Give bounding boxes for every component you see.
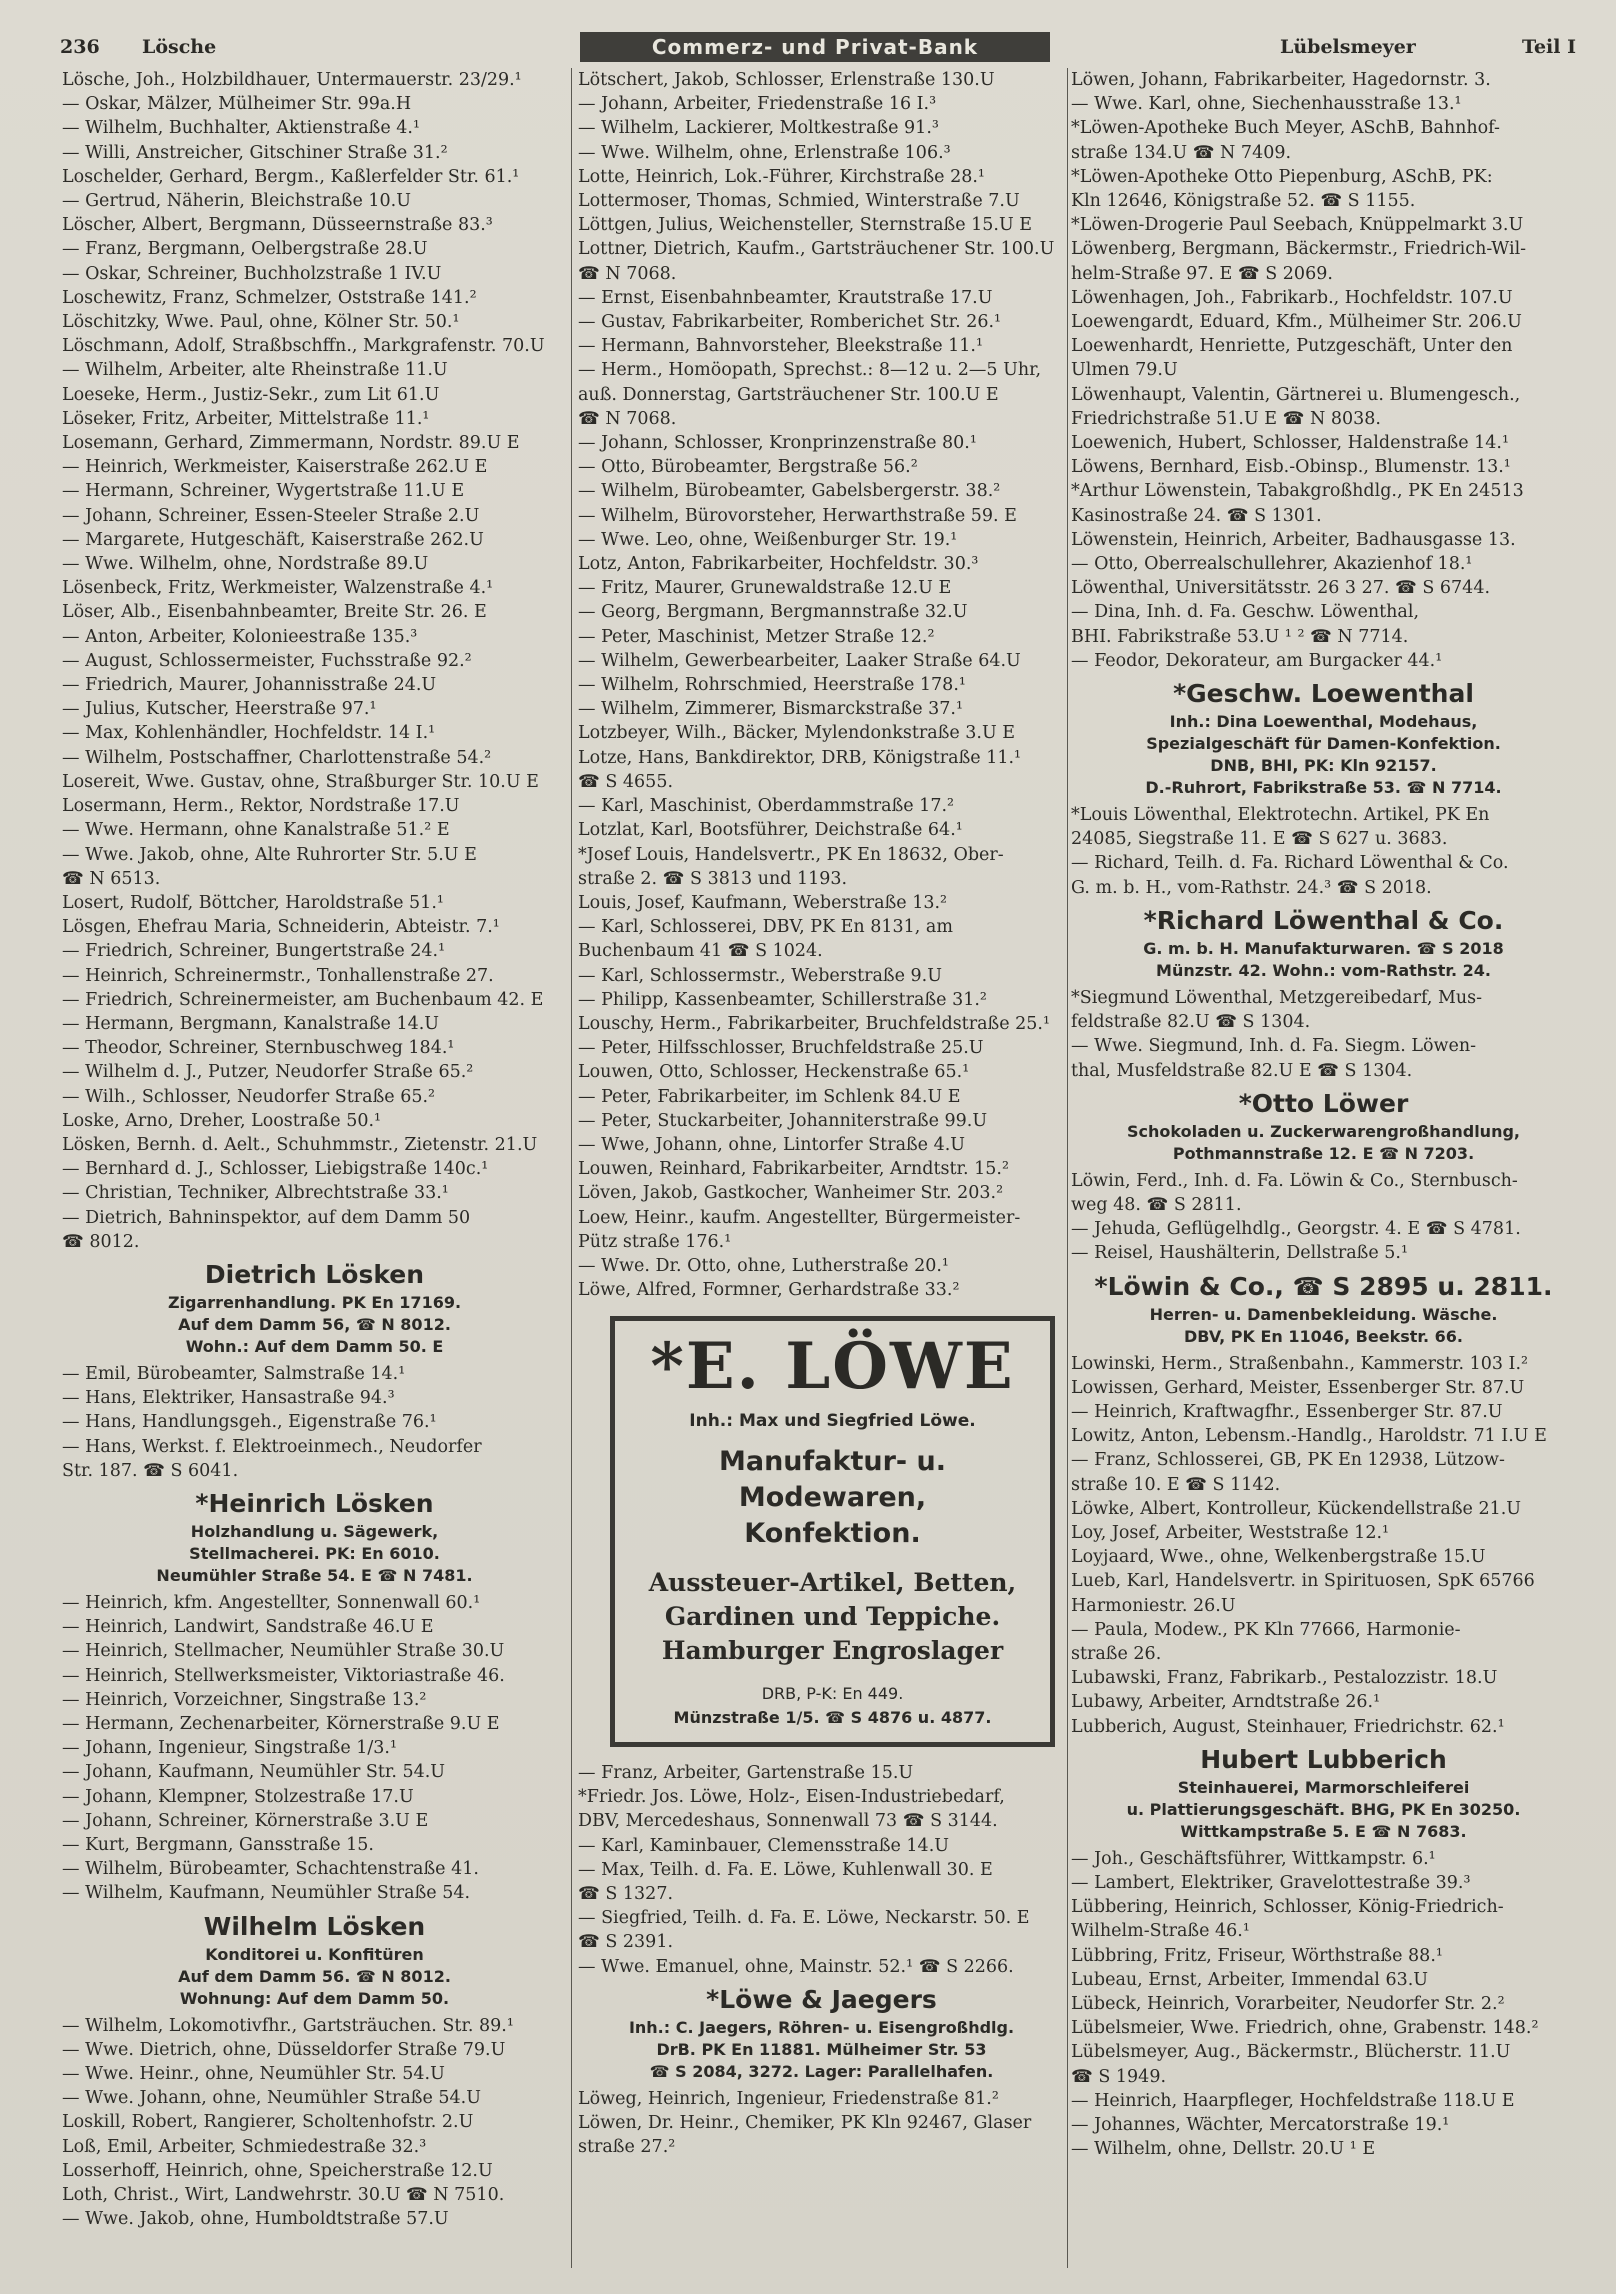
ad-name: *Löwin & Co., ☎ S 2895 u. 2811. xyxy=(1094,1271,1553,1301)
directory-entry: — Wilhelm, Kaufmann, Neumühler Straße 54. xyxy=(62,1883,471,1904)
directory-entry: — Johann, Klempner, Stolzestraße 17.U xyxy=(62,1786,414,1807)
directory-entry: — Peter, Hilfsschlosser, Bruchfeldstraße 25.U xyxy=(578,1038,984,1059)
directory-entry: Losemann, Gerhard, Zimmermann, Nordstr. 89.U E xyxy=(62,433,520,454)
directory-entry: Lübbring, Fritz, Friseur, Wörthstraße 88.¹ xyxy=(1071,1945,1443,1966)
directory-entry: Lösenbeck, Fritz, Werkmeister, Walzenstraße 4.¹ xyxy=(62,578,494,599)
directory-entry: — Wilhelm, Lokomotivfhr., Gartsträuchen. Str. 89.¹ xyxy=(62,2015,514,2036)
directory-entry: — Willi, Anstreicher, Gitschiner Straße 31.² xyxy=(62,142,448,163)
directory-entry: — Hermann, Bergmann, Kanalstraße 14.U xyxy=(62,1013,440,1034)
ad-line: Stellmacherei. PK: En 6010. xyxy=(189,1543,440,1563)
directory-entry: *Louis Löwenthal, Elektrotechn. Artikel, PK En xyxy=(1071,805,1490,826)
directory-entry: — Max, Teilh. d. Fa. E. Löwe, Kuhlenwall 30. E xyxy=(578,1859,993,1880)
ad-geschw-loewenthal xyxy=(1071,677,1576,799)
directory-entry: Lotze, Hans, Bankdirektor, DRB, Königstraße 11.¹ xyxy=(578,747,1022,768)
directory-entry: ☎ N 6513. xyxy=(62,868,161,889)
directory-entry: — Johann, Kaufmann, Neumühler Str. 54.U xyxy=(62,1762,446,1783)
directory-entry: — Wwe. Leo, ohne, Weißenburger Str. 19.¹ xyxy=(578,529,958,550)
ad-line: ☎ S 2084, 3272. Lager: Parallelhafen. xyxy=(649,2061,994,2081)
ad-line: Auf dem Damm 56, ☎ N 8012. xyxy=(178,1314,451,1334)
directory-entry: Löwenstein, Heinrich, Arbeiter, Badhausgasse 13. xyxy=(1071,529,1516,550)
directory-entry: — Julius, Kutscher, Heerstraße 97.¹ xyxy=(62,699,377,720)
directory-entry: Löseker, Fritz, Arbeiter, Mittelstraße 11.¹ xyxy=(62,408,430,429)
ad-line: Holzhandlung u. Sägewerk, xyxy=(190,1521,439,1541)
directory-entry: Löwenhaupt, Valentin, Gärtnerei u. Blumengesch., xyxy=(1071,384,1521,405)
ad-name: Dietrich Lösken xyxy=(204,1259,425,1289)
directory-entry: — Heinrich, Werkmeister, Kaiserstraße 262.U E xyxy=(62,457,488,478)
ad-line: Zigarrenhandlung. PK En 17169. xyxy=(167,1292,462,1312)
ad-loewe-jaegers xyxy=(578,1983,1065,2083)
directory-entry: Loewenhardt, Henriette, Putzgeschäft, Unter den xyxy=(1071,336,1513,357)
directory-entry: — Anton, Arbeiter, Kolonieestraße 135.³ xyxy=(62,626,418,647)
ad-line: Neumühler Straße 54. E ☎ N 7481. xyxy=(156,1565,473,1585)
directory-entry: ☎ N 7068. xyxy=(578,263,677,284)
entry-list xyxy=(62,68,567,1254)
directory-entry: *Löwen-Apotheke Otto Piepenburg, ASchB, PK: xyxy=(1071,166,1493,187)
directory-entry: — Wilhelm, Lackierer, Moltkestraße 91.³ xyxy=(578,118,939,139)
directory-entry: Lösgen, Ehefrau Maria, Schneiderin, Abteistr. 7.¹ xyxy=(62,917,500,938)
directory-entry: — Wwe. Wilhelm, ohne, Nordstraße 89.U xyxy=(62,554,429,575)
directory-entry: — Theodor, Schreiner, Sternbuschweg 184.¹ xyxy=(62,1038,455,1059)
directory-entry: — Wwe. Jakob, ohne, Humboldtstraße 57.U xyxy=(62,2209,449,2230)
directory-entry: Louwen, Reinhard, Fabrikarbeiter, Arndtstr. 15.² xyxy=(578,1159,1009,1180)
entry-list xyxy=(62,1362,567,1483)
directory-entry: — Wwe, Johann, ohne, Lintorfer Straße 4.U xyxy=(578,1134,966,1155)
directory-entry: Löwen, Johann, Fabrikarbeiter, Hagedornstr. 3. xyxy=(1071,70,1491,90)
directory-entry: — Franz, Schlosserei, GB, PK En 12938, Lützow- xyxy=(1071,1450,1505,1471)
directory-entry: ☎ 8012. xyxy=(62,1231,140,1252)
directory-entry: Lübeck, Heinrich, Vorarbeiter, Neudorfer Str. 2.² xyxy=(1071,1993,1505,2014)
directory-entry: — Hans, Elektriker, Hansastraße 94.³ xyxy=(62,1388,395,1409)
directory-entry: Louschy, Herm., Fabrikarbeiter, Bruchfeldstraße 25.¹ xyxy=(578,1013,1050,1034)
directory-entry: ☎ S 2391. xyxy=(578,1932,674,1953)
directory-entry: — Johann, Schreiner, Essen-Steeler Straße 2.U xyxy=(62,505,480,526)
directory-entry: Löschitzky, Wwe. Paul, ohne, Kölner Str. 50.¹ xyxy=(62,312,460,333)
ad-line: Auf dem Damm 56. ☎ N 8012. xyxy=(178,1966,451,1986)
directory-entry: Harmoniestr. 26.U xyxy=(1071,1595,1236,1616)
directory-entry: Kln 12646, Königstraße 52. ☎ S 1155. xyxy=(1071,191,1416,212)
ad-name: *Löwe & Jaegers xyxy=(706,1984,937,2014)
directory-entry: DBV, Mercedeshaus, Sonnenwall 73 ☎ S 3144. xyxy=(578,1811,998,1832)
directory-entry: Losert, Rudolf, Böttcher, Haroldstraße 51.¹ xyxy=(62,892,444,913)
directory-entry: Lubberich, August, Steinhauer, Friedrichstr. 62.¹ xyxy=(1071,1716,1505,1737)
directory-entry: — Georg, Bergmann, Bergmannstraße 32.U xyxy=(578,602,968,623)
ad-line: Wittkampstraße 5. E ☎ N 7683. xyxy=(1180,1821,1467,1841)
directory-entry: Lotte, Heinrich, Lok.-Führer, Kirchstraße 28.¹ xyxy=(578,166,985,187)
directory-entry: auß. Donnerstag, Gartsträuchener Str. 100.U E xyxy=(578,384,999,405)
directory-entry: — Dietrich, Bahninspektor, auf dem Damm 50 xyxy=(62,1207,471,1228)
directory-entry: Loske, Arno, Dreher, Loostraße 50.¹ xyxy=(62,1110,382,1131)
directory-entry: — Wwe. Wilhelm, ohne, Erlenstraße 106.³ xyxy=(578,142,951,163)
directory-entry: — Fritz, Maurer, Grunewaldstraße 12.U E xyxy=(578,578,952,599)
directory-entry: Lübelsmeier, Wwe. Friedrich, ohne, Grabenstr. 148.² xyxy=(1071,2018,1539,2039)
ad-line: Inh.: Dina Loewenthal, Modehaus, xyxy=(1169,712,1478,732)
directory-entry: Ulmen 79.U xyxy=(1071,360,1178,381)
entry-list xyxy=(62,1591,567,1906)
directory-entry: ☎ S 4655. xyxy=(578,771,674,792)
directory-entry: — Karl, Schlossermstr., Weberstraße 9.U xyxy=(578,965,942,986)
ad-name: Wilhelm Lösken xyxy=(203,1911,426,1941)
directory-entry: — Richard, Teilh. d. Fa. Richard Löwenthal & Co. xyxy=(1071,853,1509,874)
directory-entry: Loy, Josef, Arbeiter, Weststraße 12.¹ xyxy=(1071,1522,1390,1543)
directory-entry: Losserhoff, Heinrich, ohne, Speicherstraße 12.U xyxy=(62,2160,493,2181)
column-divider xyxy=(571,68,572,2268)
directory-entry: ☎ S 1949. xyxy=(1071,2066,1167,2087)
directory-entry: Lowitz, Anton, Lebensm.-Handlg., Haroldstr. 71 I.U E xyxy=(1071,1426,1547,1447)
ad-line: DRB, P-K: En 449. xyxy=(761,1683,904,1703)
directory-entry: — Heinrich, Kraftwagfhr., Essenberger Str. 87.U xyxy=(1071,1401,1503,1422)
directory-entry: — Heinrich, Landwirt, Sandstraße 46.U E xyxy=(62,1617,434,1638)
entry-list xyxy=(1071,1352,1576,1739)
directory-entry: — Wilhelm, Bürobeamter, Schachtenstraße 41. xyxy=(62,1859,479,1880)
directory-entry: — Wwe. Johann, ohne, Neumühler Straße 54.U xyxy=(62,2088,481,2109)
ad-line: G. m. b. H. Manufakturwaren. ☎ S 2018 xyxy=(1143,938,1504,958)
ad-name: *Richard Löwenthal & Co. xyxy=(1143,905,1504,935)
bank-banner: Commerz- und Privat-Bank xyxy=(580,32,1050,62)
directory-entry: *Löwen-Drogerie Paul Seebach, Knüppelmarkt 3.U xyxy=(1071,215,1524,236)
directory-entry: Pütz straße 176.¹ xyxy=(578,1231,732,1252)
directory-entry: — Hermann, Schreiner, Wygertstraße 11.U E xyxy=(62,481,465,502)
ad-line: Gardinen und Teppiche. xyxy=(664,1601,1001,1631)
directory-entry: Lottner, Dietrich, Kaufm., Gartsträuchener Str. 100.U xyxy=(578,239,1055,260)
ad-loewin-co xyxy=(1071,1270,1576,1348)
header-part: Teil I xyxy=(1522,36,1576,58)
directory-entry: Loß, Emil, Arbeiter, Schmiedestraße 32.³ xyxy=(62,2136,427,2157)
directory-entry: *Josef Louis, Handelsvertr., PK En 18632, Ober- xyxy=(578,844,1004,865)
directory-entry: Löscher, Albert, Bergmann, Düsseernstraße 83.³ xyxy=(62,215,493,236)
directory-entry: Löweg, Heinrich, Ingenieur, Friedenstraße 81.² xyxy=(578,2088,999,2109)
directory-entry: — Peter, Fabrikarbeiter, im Schlenk 84.U E xyxy=(578,1086,961,1107)
directory-entry: — Max, Kohlenhändler, Hochfeldstr. 14 I.¹ xyxy=(62,723,436,744)
directory-entry: — Karl, Maschinist, Oberdammstraße 17.² xyxy=(578,796,955,817)
ad-title: *E. LÖWE xyxy=(650,1329,1015,1405)
ad-name: *Geschw. Loewenthal xyxy=(1173,679,1474,709)
directory-entry: straße 2. ☎ S 3813 und 1193. xyxy=(578,868,848,889)
directory-entry: Wilhelm-Straße 46.¹ xyxy=(1071,1921,1250,1942)
ad-line: Münzstr. 42. Wohn.: vom-Rathstr. 24. xyxy=(1156,960,1491,980)
ad-name: Hubert Lubberich xyxy=(1200,1744,1447,1774)
directory-entry: — Hans, Handlungsgeh., Eigenstraße 76.¹ xyxy=(62,1412,437,1433)
entry-list xyxy=(1071,803,1576,900)
directory-entry: — Christian, Techniker, Albrechtstraße 33.¹ xyxy=(62,1183,449,1204)
ad-otto-loewer xyxy=(1071,1087,1576,1165)
directory-entry: Buchenbaum 41 ☎ S 1024. xyxy=(578,941,823,962)
directory-entry: Loewengardt, Eduard, Kfm., Mülheimer Str. 206.U xyxy=(1071,312,1522,333)
directory-entry: — Heinrich, kfm. Angestellter, Sonnenwall 60.¹ xyxy=(62,1592,481,1613)
directory-entry: Löwenhagen, Joh., Fabrikarb., Hochfeldstr. 107.U xyxy=(1071,287,1513,308)
ad-line: DBV, PK En 11046, Beekstr. 66. xyxy=(1183,1326,1463,1346)
directory-entry: — August, Schlossermeister, Fuchsstraße 92.² xyxy=(62,650,472,671)
directory-entry: Loeseke, Herm., Justiz-Sekr., zum Lit 61.U xyxy=(62,384,440,405)
directory-entry: Loewenich, Hubert, Schlosser, Haldenstraße 14.¹ xyxy=(1071,433,1509,454)
directory-entry: Lötschert, Jakob, Schlosser, Erlenstraße 130.U xyxy=(578,70,995,90)
directory-entry: Loyjaard, Wwe., ohne, Welkenbergstraße 15.U xyxy=(1071,1547,1486,1568)
directory-entry: Löwin, Ferd., Inh. d. Fa. Löwin & Co., Sternbusch- xyxy=(1071,1170,1518,1191)
directory-entry: — Wwe. Dr. Otto, ohne, Lutherstraße 20.¹ xyxy=(578,1255,949,1276)
directory-entry: — Emil, Bürobeamter, Salmstraße 14.¹ xyxy=(62,1363,406,1384)
directory-entry: Louis, Josef, Kaufmann, Weberstraße 13.² xyxy=(578,892,948,913)
ad-line: Herren- u. Damenbekleidung. Wäsche. xyxy=(1149,1304,1498,1324)
directory-entry: — Karl, Schlosserei, DBV, PK En 8131, am xyxy=(578,917,953,938)
directory-entry: Loew, Heinr., kaufm. Angestellter, Bürgermeister- xyxy=(578,1207,1021,1228)
directory-entry: — Paula, Modew., PK Kln 77666, Harmonie- xyxy=(1071,1619,1461,1640)
entry-list xyxy=(578,1761,1065,1979)
directory-entry: — Wilhelm, Bürobeamter, Gabelsbergerstr. 38.² xyxy=(578,481,1001,502)
directory-entry: — Johannes, Wächter, Mercatorstraße 19.¹ xyxy=(1071,2115,1450,2135)
ad-name: *Otto Löwer xyxy=(1238,1088,1409,1118)
directory-entry: — Heinrich, Stellmacher, Neumühler Straße 30.U xyxy=(62,1641,505,1662)
directory-entry: — Johann, Ingenieur, Singstraße 1/3.¹ xyxy=(62,1738,398,1759)
column-3 xyxy=(1071,68,1576,2268)
directory-entry: Lösche, Joh., Holzbildhauer, Untermauerstr. 23/29.¹ xyxy=(62,70,522,90)
directory-entry: — Feodor, Dekorateur, am Burgacker 44.¹ xyxy=(1071,650,1443,671)
ad-line: Wohnung: Auf dem Damm 50. xyxy=(179,1988,450,2008)
header-left-keyword: Lösche xyxy=(142,36,217,58)
column-2 xyxy=(578,68,1065,2268)
directory-entry: — Peter, Maschinist, Metzer Straße 12.² xyxy=(578,626,935,647)
ad-line: Pothmannstraße 12. E ☎ N 7203. xyxy=(1172,1143,1475,1163)
ad-line: Hamburger Engroslager xyxy=(661,1635,1004,1665)
directory-entry: — Siegfried, Teilh. d. Fa. E. Löwe, Neckarstr. 50. E xyxy=(578,1908,1030,1929)
directory-entry: thal, Musfeldstraße 82.U E ☎ S 1304. xyxy=(1071,1060,1413,1081)
ad-line: Inh.: C. Jaegers, Röhren- u. Eisengroßhdlg. xyxy=(628,2017,1015,2037)
directory-entry: Löser, Alb., Eisenbahnbeamter, Breite Str. 26. E xyxy=(62,602,487,623)
ad-line: Konditorei u. Konfitüren xyxy=(205,1944,424,1964)
directory-entry: — Wilhelm, Postschaffner, Charlottenstraße 54.² xyxy=(62,747,492,768)
directory-entry: — Wwe. Jakob, ohne, Alte Ruhrorter Str. 5.U E xyxy=(62,844,477,865)
page-number: 236 xyxy=(60,36,100,58)
directory-entry: straße 10. E ☎ S 1142. xyxy=(1071,1474,1281,1495)
directory-entry: Lotz, Anton, Fabrikarbeiter, Hochfeldstr. 30.³ xyxy=(578,554,979,575)
directory-entry: Löwens, Bernhard, Eisb.-Obinsp., Blumenstr. 13.¹ xyxy=(1071,457,1511,478)
entry-list xyxy=(578,2087,1065,2160)
directory-entry: G. m. b. H., vom-Rathstr. 24.³ ☎ S 2018. xyxy=(1071,877,1432,898)
directory-entry: ☎ N 7068. xyxy=(578,408,677,429)
directory-entry: Loschewitz, Franz, Schmelzer, Oststraße 141.² xyxy=(62,287,477,308)
directory-entry: — Heinrich, Stellwerksmeister, Viktoriastraße 46. xyxy=(62,1665,505,1686)
directory-entry: Lotzlat, Karl, Bootsführer, Deichstraße 64.¹ xyxy=(578,820,963,841)
directory-entry: — Wilhelm, ohne, Dellstr. 20.U ¹ E xyxy=(1071,2139,1376,2160)
directory-entry: — Wilhelm, Bürovorsteher, Herwarthstraße 59. E xyxy=(578,505,1017,526)
directory-entry: Lotzbeyer, Wilh., Bäcker, Mylendonkstraße 3.U E xyxy=(578,723,1016,744)
header-right-keyword: Lübelsmeyer xyxy=(1280,36,1416,58)
directory-entry: — Wilhelm, Rohrschmied, Heerstraße 178.¹ xyxy=(578,675,966,696)
directory-entry: Löschmann, Adolf, Straßbschffn., Markgrafenstr. 70.U xyxy=(62,336,545,357)
directory-entry: Losermann, Herm., Rektor, Nordstraße 17.U xyxy=(62,796,460,817)
directory-entry: Löwenthal, Universitätsstr. 26 3 27. ☎ S 6744. xyxy=(1071,578,1491,599)
directory-entry: — Wwe. Dietrich, ohne, Düsseldorfer Straße 79.U xyxy=(62,2039,506,2060)
directory-entry: — Franz, Arbeiter, Gartenstraße 15.U xyxy=(578,1762,914,1783)
ad-line: Spezialgeschäft für Damen-Konfektion. xyxy=(1146,734,1501,754)
directory-entry: Löwen, Dr. Heinr., Chemiker, PK Kln 92467, Glaser xyxy=(578,2113,1032,2133)
ad-line: Konfektion. xyxy=(744,1517,921,1549)
directory-entry: — Friedrich, Maurer, Johannisstraße 24.U xyxy=(62,675,437,696)
directory-entry: — Wilhelm, Arbeiter, alte Rheinstraße 11.U xyxy=(62,360,448,381)
directory-entry: — Reisel, Haushälterin, Dellstraße 5.¹ xyxy=(1071,1243,1408,1264)
directory-entry: *Arthur Löwenstein, Tabakgroßhdlg., PK En 24513 xyxy=(1071,481,1524,502)
directory-entry: Löwke, Albert, Kontrolleur, Kückendellstraße 21.U xyxy=(1071,1498,1522,1519)
ad-line: DNB, BHI, PK: Kln 92157. xyxy=(1210,756,1437,776)
directory-entry: Lueb, Karl, Handelsvertr. in Spirituosen, SpK 65766 xyxy=(1071,1571,1535,1592)
ad-line: DrB. PK En 11881. Mülheimer Str. 53 xyxy=(656,2039,987,2059)
directory-entry: — Hermann, Bahnvorsteher, Bleekstraße 11.¹ xyxy=(578,336,983,357)
ad-line: Manufaktur- u. Modewaren, xyxy=(719,1445,946,1513)
directory-entry: straße 27.² xyxy=(578,2137,676,2158)
directory-entry: — Oskar, Mälzer, Mülheimer Str. 99a.H xyxy=(62,94,412,115)
directory-entry: Lottermoser, Thomas, Schmied, Winterstraße 7.U xyxy=(578,191,1020,212)
directory-entry: Loschelder, Gerhard, Bergm., Kaßlerfelder Str. 61.¹ xyxy=(62,166,520,187)
directory-entry: Lubawy, Arbeiter, Arndtstraße 26.¹ xyxy=(1071,1692,1381,1713)
directory-entry: *Siegmund Löwenthal, Metzgereibedarf, Mus- xyxy=(1071,987,1483,1008)
directory-entry: — Wilhelm, Buchhalter, Aktienstraße 4.¹ xyxy=(62,118,420,139)
directory-entry: helm-Straße 97. E ☎ S 2069. xyxy=(1071,263,1333,284)
ad-wilhelm-loesken xyxy=(62,1910,567,2010)
directory-entry: — Otto, Bürobeamter, Bergstraße 56.² xyxy=(578,457,918,478)
ad-dietrich-loesken xyxy=(62,1258,567,1358)
directory-entry: — Wilhelm d. J., Putzer, Neudorfer Straße 65.² xyxy=(62,1062,474,1083)
directory-entry: Lübelsmeyer, Aug., Bäckermstr., Blücherstr. 11.U xyxy=(1071,2042,1511,2063)
directory-entry: — Kurt, Bergmann, Gansstraße 15. xyxy=(62,1835,374,1855)
column-1 xyxy=(62,68,567,2268)
directory-entry: straße 134.U ☎ N 7409. xyxy=(1071,142,1292,163)
directory-entry: — Margarete, Hutgeschäft, Kaiserstraße 262.U xyxy=(62,529,484,550)
directory-entry: feldstraße 82.U ☎ S 1304. xyxy=(1071,1012,1311,1033)
ad-name: *Heinrich Lösken xyxy=(195,1488,434,1518)
directory-entry: Löttgen, Julius, Weichensteller, Sternstraße 15.U E xyxy=(578,215,1033,236)
entry-list xyxy=(578,68,1065,1302)
entry-list xyxy=(1071,1169,1576,1266)
directory-entry: *Löwen-Apotheke Buch Meyer, ASchB, Bahnhof- xyxy=(1071,118,1500,139)
ad-e-loewe xyxy=(610,1316,1055,1747)
directory-entry: — Franz, Bergmann, Oelbergstraße 28.U xyxy=(62,239,428,260)
directory-entry: — Joh., Geschäftsführer, Wittkampstr. 6.¹ xyxy=(1071,1848,1436,1869)
directory-entry: ☎ S 1327. xyxy=(578,1883,674,1904)
directory-entry: — Lambert, Elektriker, Gravelottestraße 39.³ xyxy=(1071,1872,1471,1893)
directory-entry: *Friedr. Jos. Löwe, Holz-, Eisen-Industriebedarf, xyxy=(578,1787,1005,1808)
directory-entry: — Gertrud, Näherin, Bleichstraße 10.U xyxy=(62,191,411,212)
entry-list xyxy=(1071,986,1576,1083)
directory-entry: Loskill, Robert, Rangierer, Scholtenhofstr. 2.U xyxy=(62,2112,474,2133)
directory-entry: — Oskar, Schreiner, Buchholzstraße 1 IV.U xyxy=(62,263,442,284)
ad-owners: Inh.: Max und Siegfried Löwe. xyxy=(689,1411,976,1432)
directory-entry: — Wwe. Heinr., ohne, Neumühler Str. 54.U xyxy=(62,2064,445,2085)
ad-heinrich-loesken xyxy=(62,1487,567,1587)
directory-entry: — Friedrich, Schreiner, Bungertstraße 24.¹ xyxy=(62,941,446,962)
directory-entry: — Bernhard d. J., Schlosser, Liebigstraße 140c.¹ xyxy=(62,1159,489,1180)
entry-list xyxy=(62,2014,567,2232)
directory-entry: — Wwe. Karl, ohne, Siechenhausstraße 13.¹ xyxy=(1071,94,1462,115)
directory-entry: Löwe, Alfred, Formner, Gerhardstraße 33.² xyxy=(578,1280,960,1301)
directory-entry: — Wwe. Hermann, ohne Kanalstraße 51.² E xyxy=(62,820,450,841)
ad-line: Aussteuer-Artikel, Betten, xyxy=(648,1567,1017,1597)
directory-entry: straße 26. xyxy=(1071,1643,1162,1664)
page-header xyxy=(60,32,1576,62)
directory-entry: Losereit, Wwe. Gustav, ohne, Straßburger Str. 10.U E xyxy=(62,771,539,792)
directory-entry: — Hans, Werkst. f. Elektroeinmech., Neudorfer xyxy=(62,1436,482,1457)
directory-entry: Kasinostraße 24. ☎ S 1301. xyxy=(1071,505,1322,526)
directory-entry: — Jehuda, Geflügelhdlg., Georgstr. 4. E ☎ S 4781. xyxy=(1071,1219,1521,1240)
directory-entry: — Johann, Schlosser, Kronprinzenstraße 80.¹ xyxy=(578,433,977,454)
directory-entry: Löven, Jakob, Gastkocher, Wanheimer Str. 203.² xyxy=(578,1183,1004,1204)
directory-entry: Str. 187. ☎ S 6041. xyxy=(62,1460,239,1481)
directory-entry: Lösken, Bernh. d. Aelt., Schuhmmstr., Zietenstr. 21.U xyxy=(62,1134,538,1155)
directory-entry: — Johann, Schreiner, Körnerstraße 3.U E xyxy=(62,1810,429,1831)
directory-entry: — Ernst, Eisenbahnbeamter, Krautstraße 17.U xyxy=(578,287,993,308)
directory-entry: Louwen, Otto, Schlosser, Heckenstraße 65.¹ xyxy=(578,1062,970,1083)
directory-entry: — Karl, Kaminbauer, Clemensstraße 14.U xyxy=(578,1835,950,1856)
ad-line: Steinhauerei, Marmorschleiferei xyxy=(1177,1777,1470,1797)
directory-entry: Loth, Christ., Wirt, Landwehrstr. 30.U ☎ N 7510. xyxy=(62,2185,505,2206)
directory-entry: — Wilh., Schlosser, Neudorfer Straße 65.² xyxy=(62,1086,436,1107)
directory-entry: — Philipp, Kassenbeamter, Schillerstraße 31.² xyxy=(578,989,987,1010)
ad-line: u. Plattierungsgeschäft. BHG, PK En 30250. xyxy=(1126,1799,1521,1819)
directory-entry: Friedrichstraße 51.U E ☎ N 8038. xyxy=(1071,408,1381,429)
directory-entry: weg 48. ☎ S 2811. xyxy=(1071,1194,1242,1215)
directory-entry: Lowinski, Herm., Straßenbahn., Kammerstr. 103 I.² xyxy=(1071,1353,1529,1374)
directory-entry: — Friedrich, Schreinermeister, am Buchenbaum 42. E xyxy=(62,989,544,1010)
column-divider xyxy=(1067,68,1068,2268)
directory-entry: — Heinrich, Vorzeichner, Singstraße 13.² xyxy=(62,1689,427,1710)
directory-entry: — Herm., Homöopath, Sprechst.: 8—12 u. 2—5 Uhr, xyxy=(578,360,1042,381)
directory-entry: — Wilhelm, Gewerbearbeiter, Laaker Straße 64.U xyxy=(578,650,1021,671)
directory-entry: Lubeau, Ernst, Arbeiter, Immendal 63.U xyxy=(1071,1969,1429,1990)
directory-entry: 24085, Siegstraße 11. E ☎ S 627 u. 3683. xyxy=(1071,829,1448,850)
directory-entry: Lubawski, Franz, Fabrikarb., Pestalozzistr. 18.U xyxy=(1071,1668,1498,1689)
ad-hubert-lubberich xyxy=(1071,1743,1576,1843)
directory-entry: — Hermann, Zechenarbeiter, Körnerstraße 9.U E xyxy=(62,1713,500,1734)
directory-entry: BHI. Fabrikstraße 53.U ¹ ² ☎ N 7714. xyxy=(1071,626,1409,647)
directory-entry: — Otto, Oberrealschullehrer, Akazienhof 18.¹ xyxy=(1071,554,1473,575)
directory-entry: Lübbering, Heinrich, Schlosser, König-Friedrich- xyxy=(1071,1897,1504,1918)
ad-richard-loewenthal xyxy=(1071,904,1576,982)
entry-list xyxy=(1071,68,1576,673)
directory-entry: — Heinrich, Haarpfleger, Hochfeldstraße 118.U E xyxy=(1071,2090,1515,2111)
ad-line: Münzstraße 1/5. ☎ S 4876 u. 4877. xyxy=(673,1707,992,1727)
directory-entry: Löwenberg, Bergmann, Bäckermstr., Friedrich-Wil- xyxy=(1071,239,1527,260)
directory-entry: — Dina, Inh. d. Fa. Geschw. Löwenthal, xyxy=(1071,602,1420,623)
directory-entry: — Wwe. Emanuel, ohne, Mainstr. 52.¹ ☎ S 2266. xyxy=(578,1956,1014,1977)
directory-entry: — Peter, Stuckarbeiter, Johanniterstraße 99.U xyxy=(578,1110,988,1131)
ad-line: Wohn.: Auf dem Damm 50. E xyxy=(185,1336,444,1356)
ad-line: Schokoladen u. Zuckerwarengroßhandlung, xyxy=(1127,1121,1520,1141)
entry-list xyxy=(1071,1847,1576,2162)
directory-entry: — Gustav, Fabrikarbeiter, Romberichet Str. 26.¹ xyxy=(578,312,1002,333)
directory-entry: — Johann, Arbeiter, Friedenstraße 16 I.³ xyxy=(578,94,937,115)
directory-entry: — Wilhelm, Zimmerer, Bismarckstraße 37.¹ xyxy=(578,699,963,720)
directory-entry: — Heinrich, Schreinermstr., Tonhallenstraße 27. xyxy=(62,965,494,986)
directory-entry: — Wwe. Siegmund, Inh. d. Fa. Siegm. Löwen- xyxy=(1071,1036,1477,1057)
ad-line: D.-Ruhrort, Fabrikstraße 53. ☎ N 7714. xyxy=(1145,778,1502,798)
directory-entry: Lowissen, Gerhard, Meister, Essenberger Str. 87.U xyxy=(1071,1377,1525,1398)
